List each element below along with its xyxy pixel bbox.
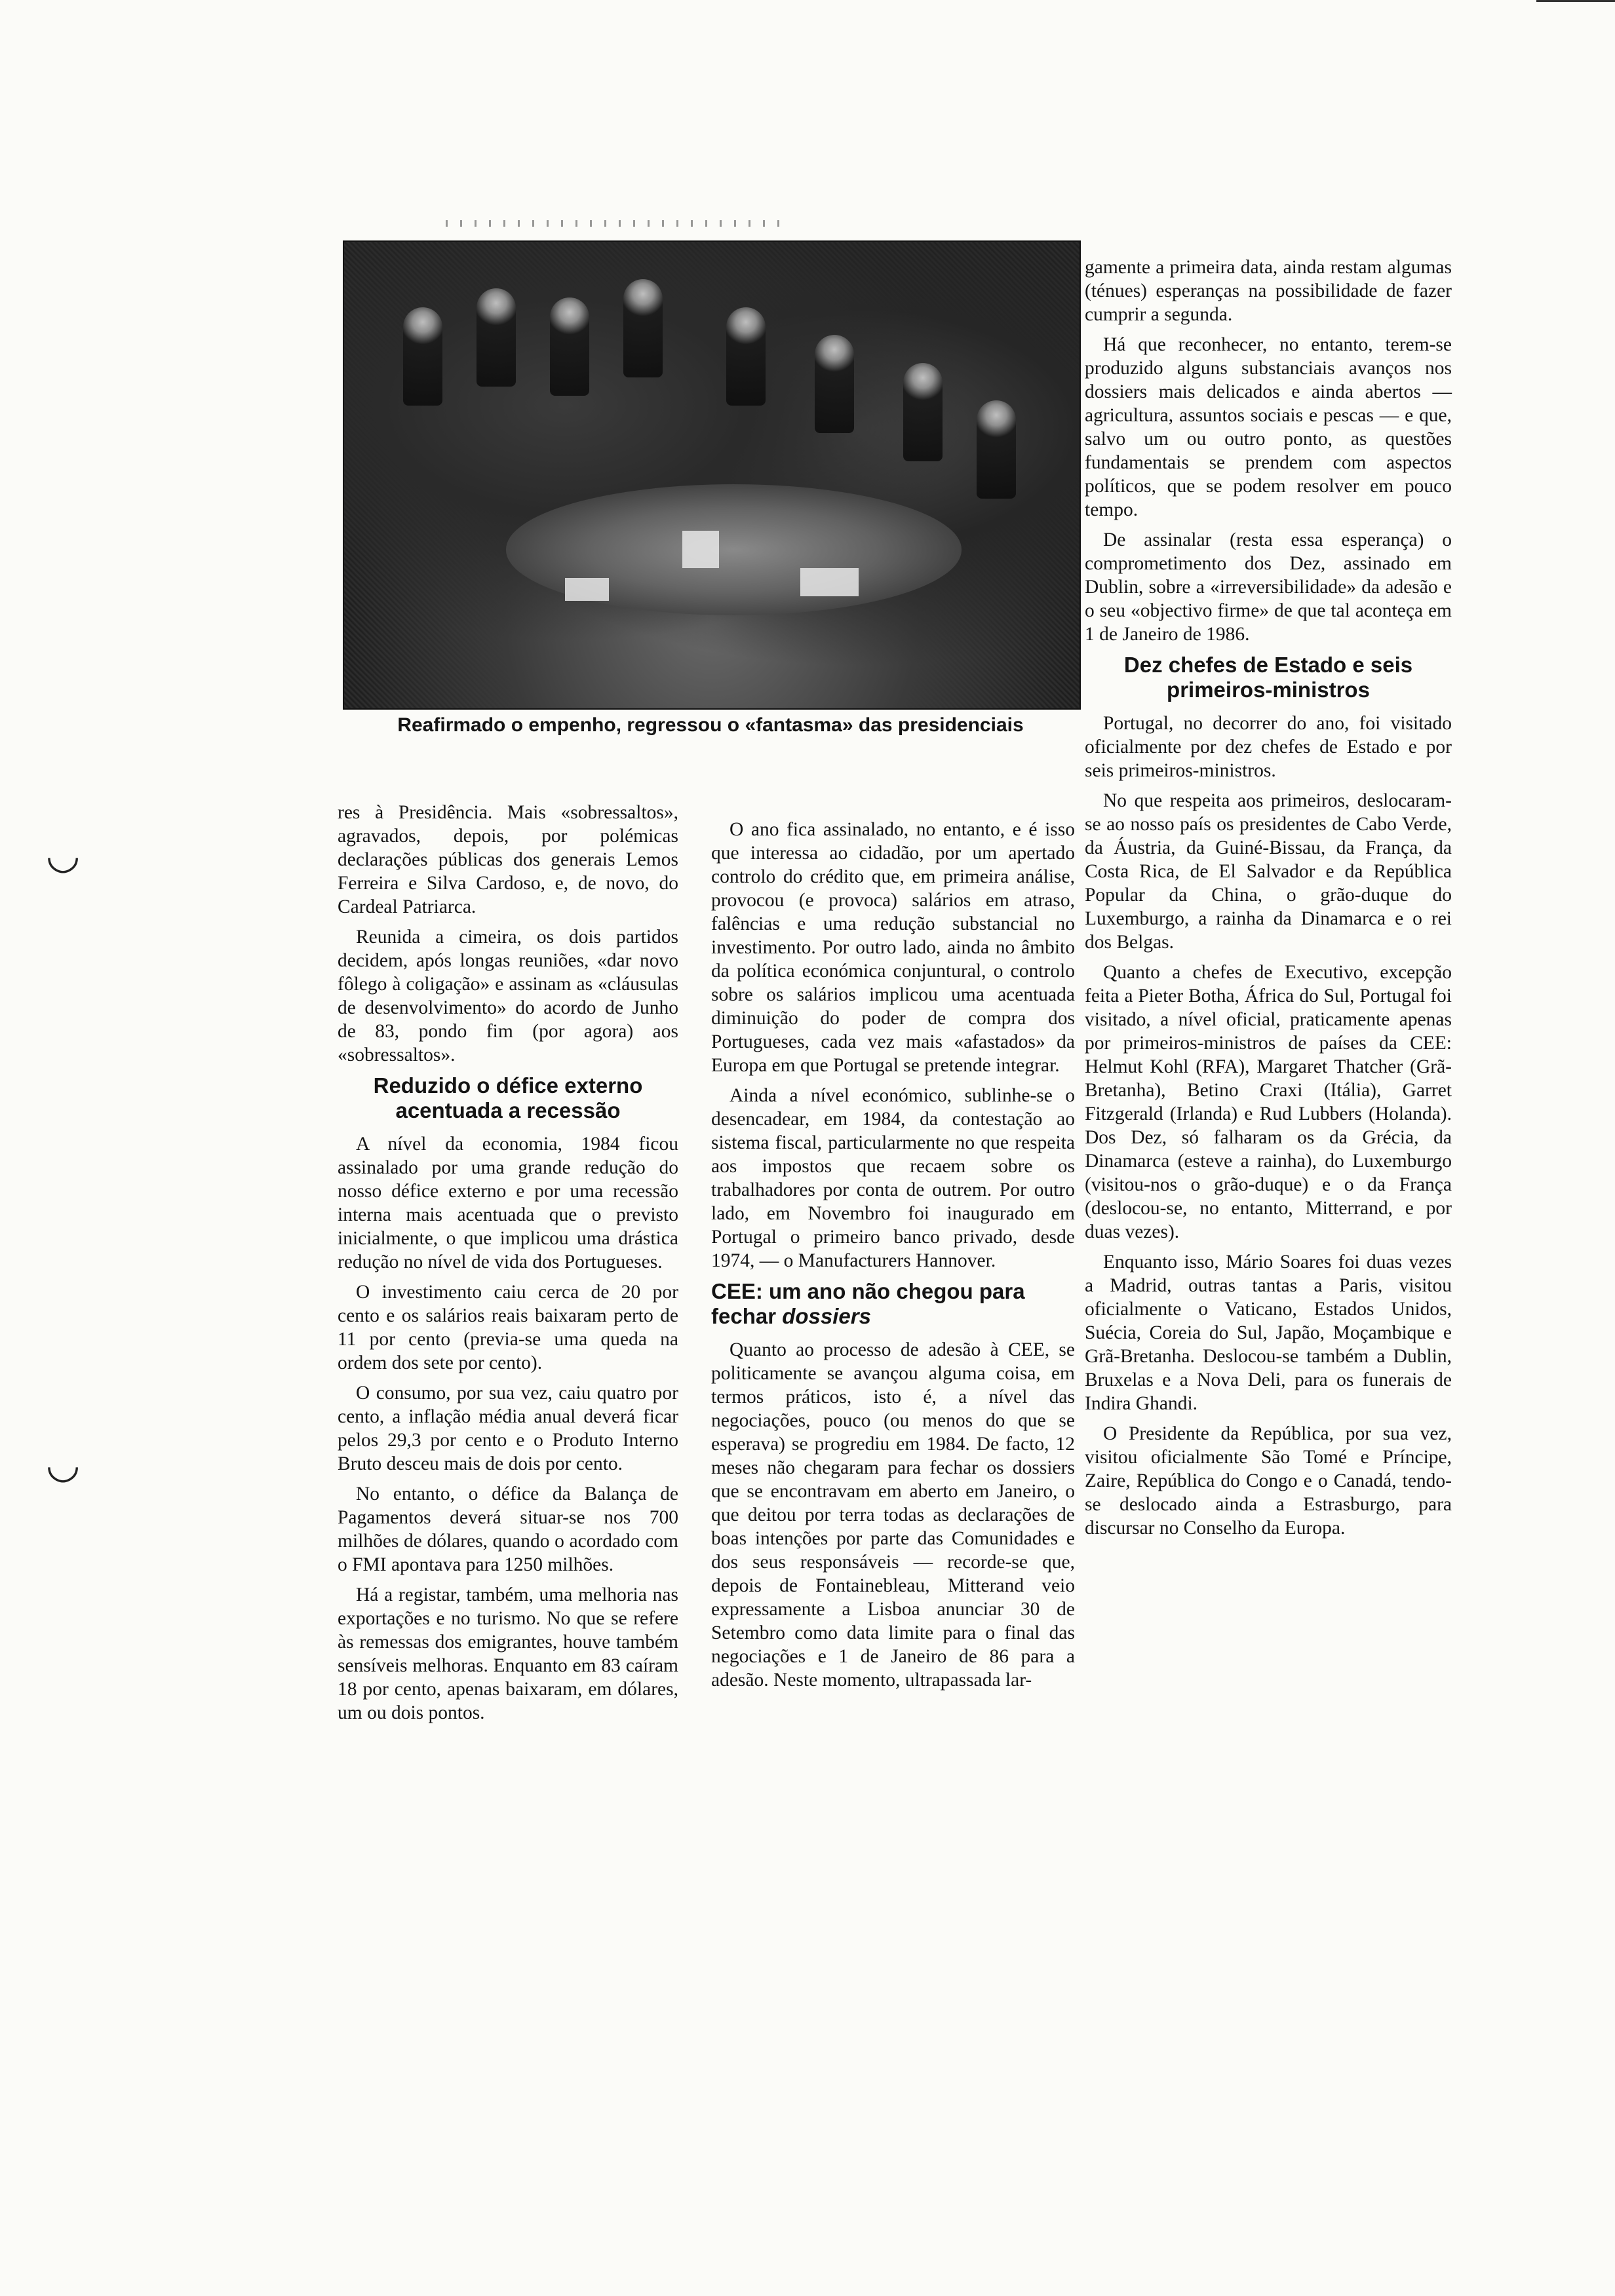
person-figure bbox=[403, 307, 442, 406]
paragraph: Ainda a nível económico, sublinhe-se o desencadear, em 1984, da contestação ao sistema fiscal, particularmente no que respeita aos impostos que recaem sobre os trabalhadores por conta de outrem. Por outro lado, em Novembro foi inaugurado em Portugal o primeiro banco privado, desde 1974, — o Manufacturers Hannover. bbox=[711, 1085, 1075, 1271]
paper-shape bbox=[682, 531, 719, 568]
edge-mark bbox=[1536, 0, 1615, 2]
person-figure bbox=[903, 363, 943, 461]
section-heading: Reduzido o défice externo acentuada a recessão bbox=[373, 1073, 643, 1122]
paragraph: Reunida a cimeira, os dois partidos decidem, após longas reuniões, «dar novo fôlego à coligação» e assinam as «cláusulas de desenvolvimento» do acordo de Junho de 83, pondo fim (por agora) aos «sobressaltos». bbox=[338, 927, 678, 1065]
heading-text: CEE: um ano não chegou para fechar bbox=[711, 1279, 1025, 1328]
person-figure bbox=[477, 288, 516, 387]
person-figure bbox=[623, 279, 663, 377]
paragraph: Enquanto isso, Mário Soares foi duas vezes a Madrid, outras tantas a Paris, visitou oficialmente o Vaticano, Estados Unidos, Suécia, Coreia do Sul, Japão, Moçambique e Grã-Bretanha. Deslocou-se também a Dublin, Bruxelas e a Nova Deli, para os funerais de Indira Ghandi. bbox=[1085, 1252, 1452, 1414]
section-heading: Dez chefes de Estado e seis primeiros-ministros bbox=[1123, 653, 1413, 702]
person-figure bbox=[726, 307, 766, 406]
person-figure bbox=[815, 335, 854, 433]
paper-shape bbox=[800, 568, 859, 596]
heading-italic: dossiers bbox=[782, 1304, 871, 1328]
paragraph: De assinalar (resta essa esperança) o comprometimento dos Dez, assinado em Dublin, sobre a «irreversibilidade» da adesão e o seu «objectivo firme» de que tal aconteça em 1 de Janeiro de 1986. bbox=[1085, 529, 1452, 645]
paragraph: Quanto a chefes de Executivo, excepção feita a Pieter Botha, África do Sul, Portugal foi visitado, a nível oficial, praticamente apenas por primeiros-ministros de países da CEE: Helmut Kohl (RFA), Margaret Thatcher (Grã-Bretanha), Betino Craxi (Itália), Garret Fitzgerald (Irlanda) e Rud Lubbers (Holanda). Dos Dez, só falharam os da Grécia, da Dinamarca (esteve a rainha), do Luxemburgo (visitou-nos o grão-duque) e o da França (deslocou-se, no entanto, Mitterrand, e por duas vezes). bbox=[1085, 962, 1452, 1242]
punch-hole-mark: ◡ bbox=[46, 832, 81, 878]
paragraph: No que respeita aos primeiros, deslocaram-se ao nosso país os presidentes de Cabo Verde, da Áustria, da Guiné-Bissau, da França, da Costa Rica, de El Salvador e da República Popular da China, o grão-duque do Luxemburgo, a rainha da Dinamarca e o rei dos Belgas. bbox=[1085, 790, 1452, 953]
paragraph: res à Presidência. Mais «sobressaltos», agravados, depois, por polémicas declarações públicas dos generais Lemos Ferreira e Silva Cardoso, e, de novo, do Cardeal Patriarca. bbox=[338, 802, 678, 917]
column-2 bbox=[711, 818, 1075, 1698]
paragraph: gamente a primeira data, ainda restam algumas (ténues) esperanças na possibilidade de fazer cumprir a segunda. bbox=[1085, 257, 1452, 325]
paragraph: Há que reconhecer, no entanto, terem-se produzido alguns substanciais avanços nos dossiers mais delicados e ainda abertos — agricultura, assuntos sociais e pescas — e que, salvo um ou outro ponto, as questões fundamentais se prendem com aspectos políticos, que se podem resolver em pouco tempo. bbox=[1085, 334, 1452, 520]
scan-noise bbox=[446, 220, 787, 227]
column-1 bbox=[338, 801, 678, 1731]
paragraph: O investimento caiu cerca de 20 por cento e os salários reais baixaram perto de 11 por cento (previa-se uma queda na ordem dos sete por cento). bbox=[338, 1282, 678, 1373]
paragraph: Portugal, no decorrer do ano, foi visitado oficialmente por dez chefes de Estado e por seis primeiros-ministros. bbox=[1085, 713, 1452, 781]
paper-shape bbox=[565, 578, 609, 602]
paragraph: O ano fica assinalado, no entanto, e é isso que interessa ao cidadão, por um apertado controlo do crédito que, em primeira análise, provocou (e provoca) salários em atraso, falências e uma redução substancial no investimento. Por outro lado, ainda no âmbito da política económica conjuntural, o controlo sobre os salários implicou uma acentuada diminuição do poder de compra dos Portugueses, cada vez mais «afastados» da Europa em que Portugal se pretende integrar. bbox=[711, 819, 1075, 1076]
person-figure bbox=[550, 297, 589, 396]
paragraph: A nível da economia, 1984 ficou assinalado por uma grande redução do nosso défice externo e por uma recessão interna mais acentuada que o previsto inicialmente, o que implicou uma drástica redução no nível de vida dos Portugueses. bbox=[338, 1134, 678, 1272]
paragraph: Quanto ao processo de adesão à CEE, se politicamente se avançou alguma coisa, em termos práticos, isto é, a nível das negociações, pouco (ou menos do que se esperava) se progrediu em 1984. De facto, 12 meses não chegaram para fechar os dossiers que se encontravam em aberto em Janeiro, o que deitou por terra todas as declarações de boas intenções por parte das Comunidades e dos seus responsáveis — recorde-se que, depois de Fontainebleau, Mitterand veio expressamente a Lisboa anunciar 30 de Setembro como data limite para o final das negociações e 1 de Janeiro de 86 para a adesão. Neste momento, ultrapassada lar- bbox=[711, 1339, 1075, 1691]
photo-caption: Reafirmado o empenho, regressou o «fantasma» das presidenciais bbox=[397, 714, 1024, 736]
paragraph: O consumo, por sua vez, caiu quatro por cento, a inflação média anual deverá ficar pelos 29,3 por cento e o Produto Interno Bruto desceu mais de dois por cento. bbox=[338, 1383, 678, 1474]
column-3 bbox=[1085, 256, 1452, 1546]
paragraph: No entanto, o défice da Balança de Pagamentos deverá situar-se nos 700 milhões de dólares, quando o acordado com o FMI apontava para 1250 milhões. bbox=[338, 1483, 678, 1575]
section-heading bbox=[711, 1279, 1075, 1329]
paragraph: O Presidente da República, por sua vez, visitou oficialmente São Tomé e Príncipe, Zaire, República do Congo e o Canadá, tendo-se deslocado ainda a Estrasburgo, para discursar no Conselho da Europa. bbox=[1085, 1423, 1452, 1539]
person-figure bbox=[977, 400, 1016, 499]
punch-hole-mark: ◡ bbox=[46, 1442, 81, 1487]
meeting-photo bbox=[343, 240, 1081, 710]
paragraph: Há a registar, também, uma melhoria nas exportações e no turismo. No que se refere às remessas dos emigrantes, houve também sensíveis melhoras. Enquanto em 83 caíram 18 por cento, apenas baixaram, em dólares, um ou dois pontos. bbox=[338, 1584, 678, 1723]
